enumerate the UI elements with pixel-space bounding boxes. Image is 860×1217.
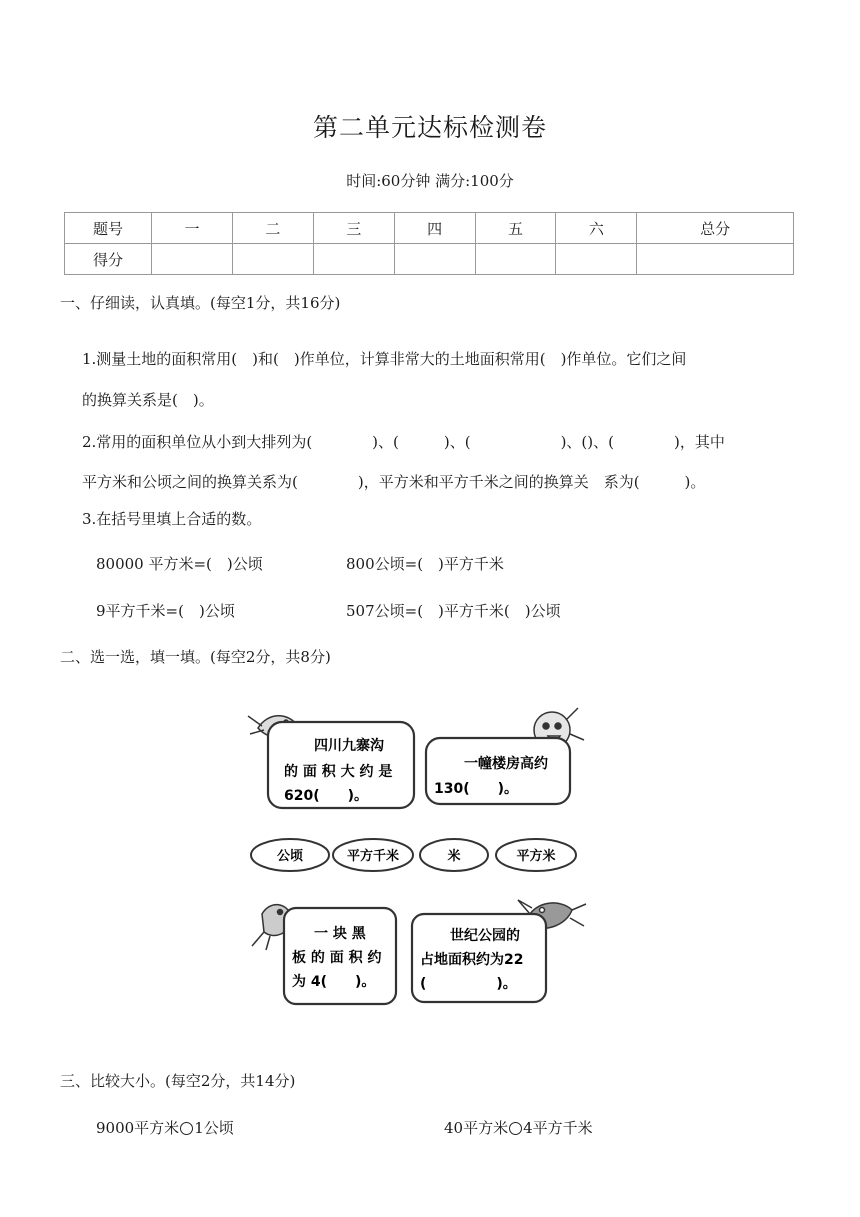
q3-heading: 3.在括号里填上合适的数。 [82, 510, 262, 528]
card1-line2: 的 面 积 大 约 是 [284, 764, 393, 780]
q2-line1: 2.常用的面积单位从小到大排列为( )、( )、( )、()、( )，其中 [82, 433, 725, 451]
header-cell: 六 [556, 213, 637, 244]
score-table [64, 212, 794, 275]
card4-line2: 占地面积约为22 [420, 952, 524, 968]
header-cell: 三 [313, 213, 394, 244]
unit-choice-illustration [240, 700, 600, 1020]
header-cell: 五 [475, 213, 556, 244]
q2-line2: 平方米和公顷之间的换算关系为( )，平方米和平方千米之间的换算关 系为( )。 [82, 473, 706, 491]
score-cell[interactable] [556, 244, 637, 275]
card4-line3: ( )。 [420, 976, 517, 992]
row-label: 得分 [65, 244, 152, 275]
compare-circle-blank[interactable] [180, 1122, 193, 1135]
option-square-km: 平方千米 [346, 849, 400, 864]
compare-item-2 [444, 1117, 593, 1138]
score-cell[interactable] [637, 244, 794, 275]
header-cell: 总分 [637, 213, 794, 244]
card2-line1: 一幢楼房高约 [464, 756, 548, 772]
header-cell: 题号 [65, 213, 152, 244]
score-cell[interactable] [152, 244, 233, 275]
q3-item-c: 9平方千米=( )公顷 [96, 602, 235, 620]
card3-line3: 为 4( )。 [292, 974, 376, 990]
section1-heading: 一、仔细读，认真填。(每空1分，共16分) [60, 294, 341, 312]
card3-line2: 板 的 面 积 约 [292, 950, 382, 966]
header-cell: 四 [394, 213, 475, 244]
compare-circle-blank[interactable] [509, 1122, 522, 1135]
option-meter: 米 [447, 849, 461, 864]
q1-line2: 的换算关系是( )。 [82, 391, 214, 409]
q3-item-b: 800公顷=( )平方千米 [346, 555, 504, 573]
q1-line1: 1.测量土地的面积常用( )和( )作单位，计算非常大的土地面积常用( )作单位。它们之间 [82, 350, 687, 368]
card1-line1: 四川九寨沟 [314, 738, 384, 754]
score-table-header-row [65, 213, 794, 244]
score-cell[interactable] [232, 244, 313, 275]
compare1-right: 1公顷 [194, 1119, 234, 1137]
card1-line3: 620( )。 [284, 788, 369, 804]
compare2-right: 4平方千米 [523, 1119, 593, 1137]
card4-line1: 世纪公园的 [450, 928, 520, 944]
section2-heading: 二、选一选，填一填。(每空2分，共8分) [60, 648, 331, 666]
score-cell[interactable] [313, 244, 394, 275]
score-cell[interactable] [394, 244, 475, 275]
compare-item-1 [96, 1117, 234, 1138]
compare1-left: 9000平方米 [96, 1119, 180, 1137]
section3-heading: 三、比较大小。(每空2分，共14分) [60, 1072, 296, 1090]
q3-item-a: 80000 平方米=( )公顷 [96, 555, 263, 573]
header-cell: 一 [152, 213, 233, 244]
header-cell: 二 [232, 213, 313, 244]
q3-item-d: 507公顷=( )平方千米( )公顷 [346, 602, 561, 620]
score-table-score-row [65, 244, 794, 275]
option-hectare: 公顷 [276, 849, 304, 864]
card2-line2: 130( )。 [434, 781, 519, 797]
page-title: 第二单元达标检测卷 [312, 113, 547, 142]
card3-line1: 一 块 黑 [314, 926, 366, 942]
compare2-left: 40平方米 [444, 1119, 509, 1137]
exam-info: 时间:60分钟 满分:100分 [346, 172, 514, 190]
score-cell[interactable] [475, 244, 556, 275]
option-square-m: 平方米 [516, 849, 556, 864]
